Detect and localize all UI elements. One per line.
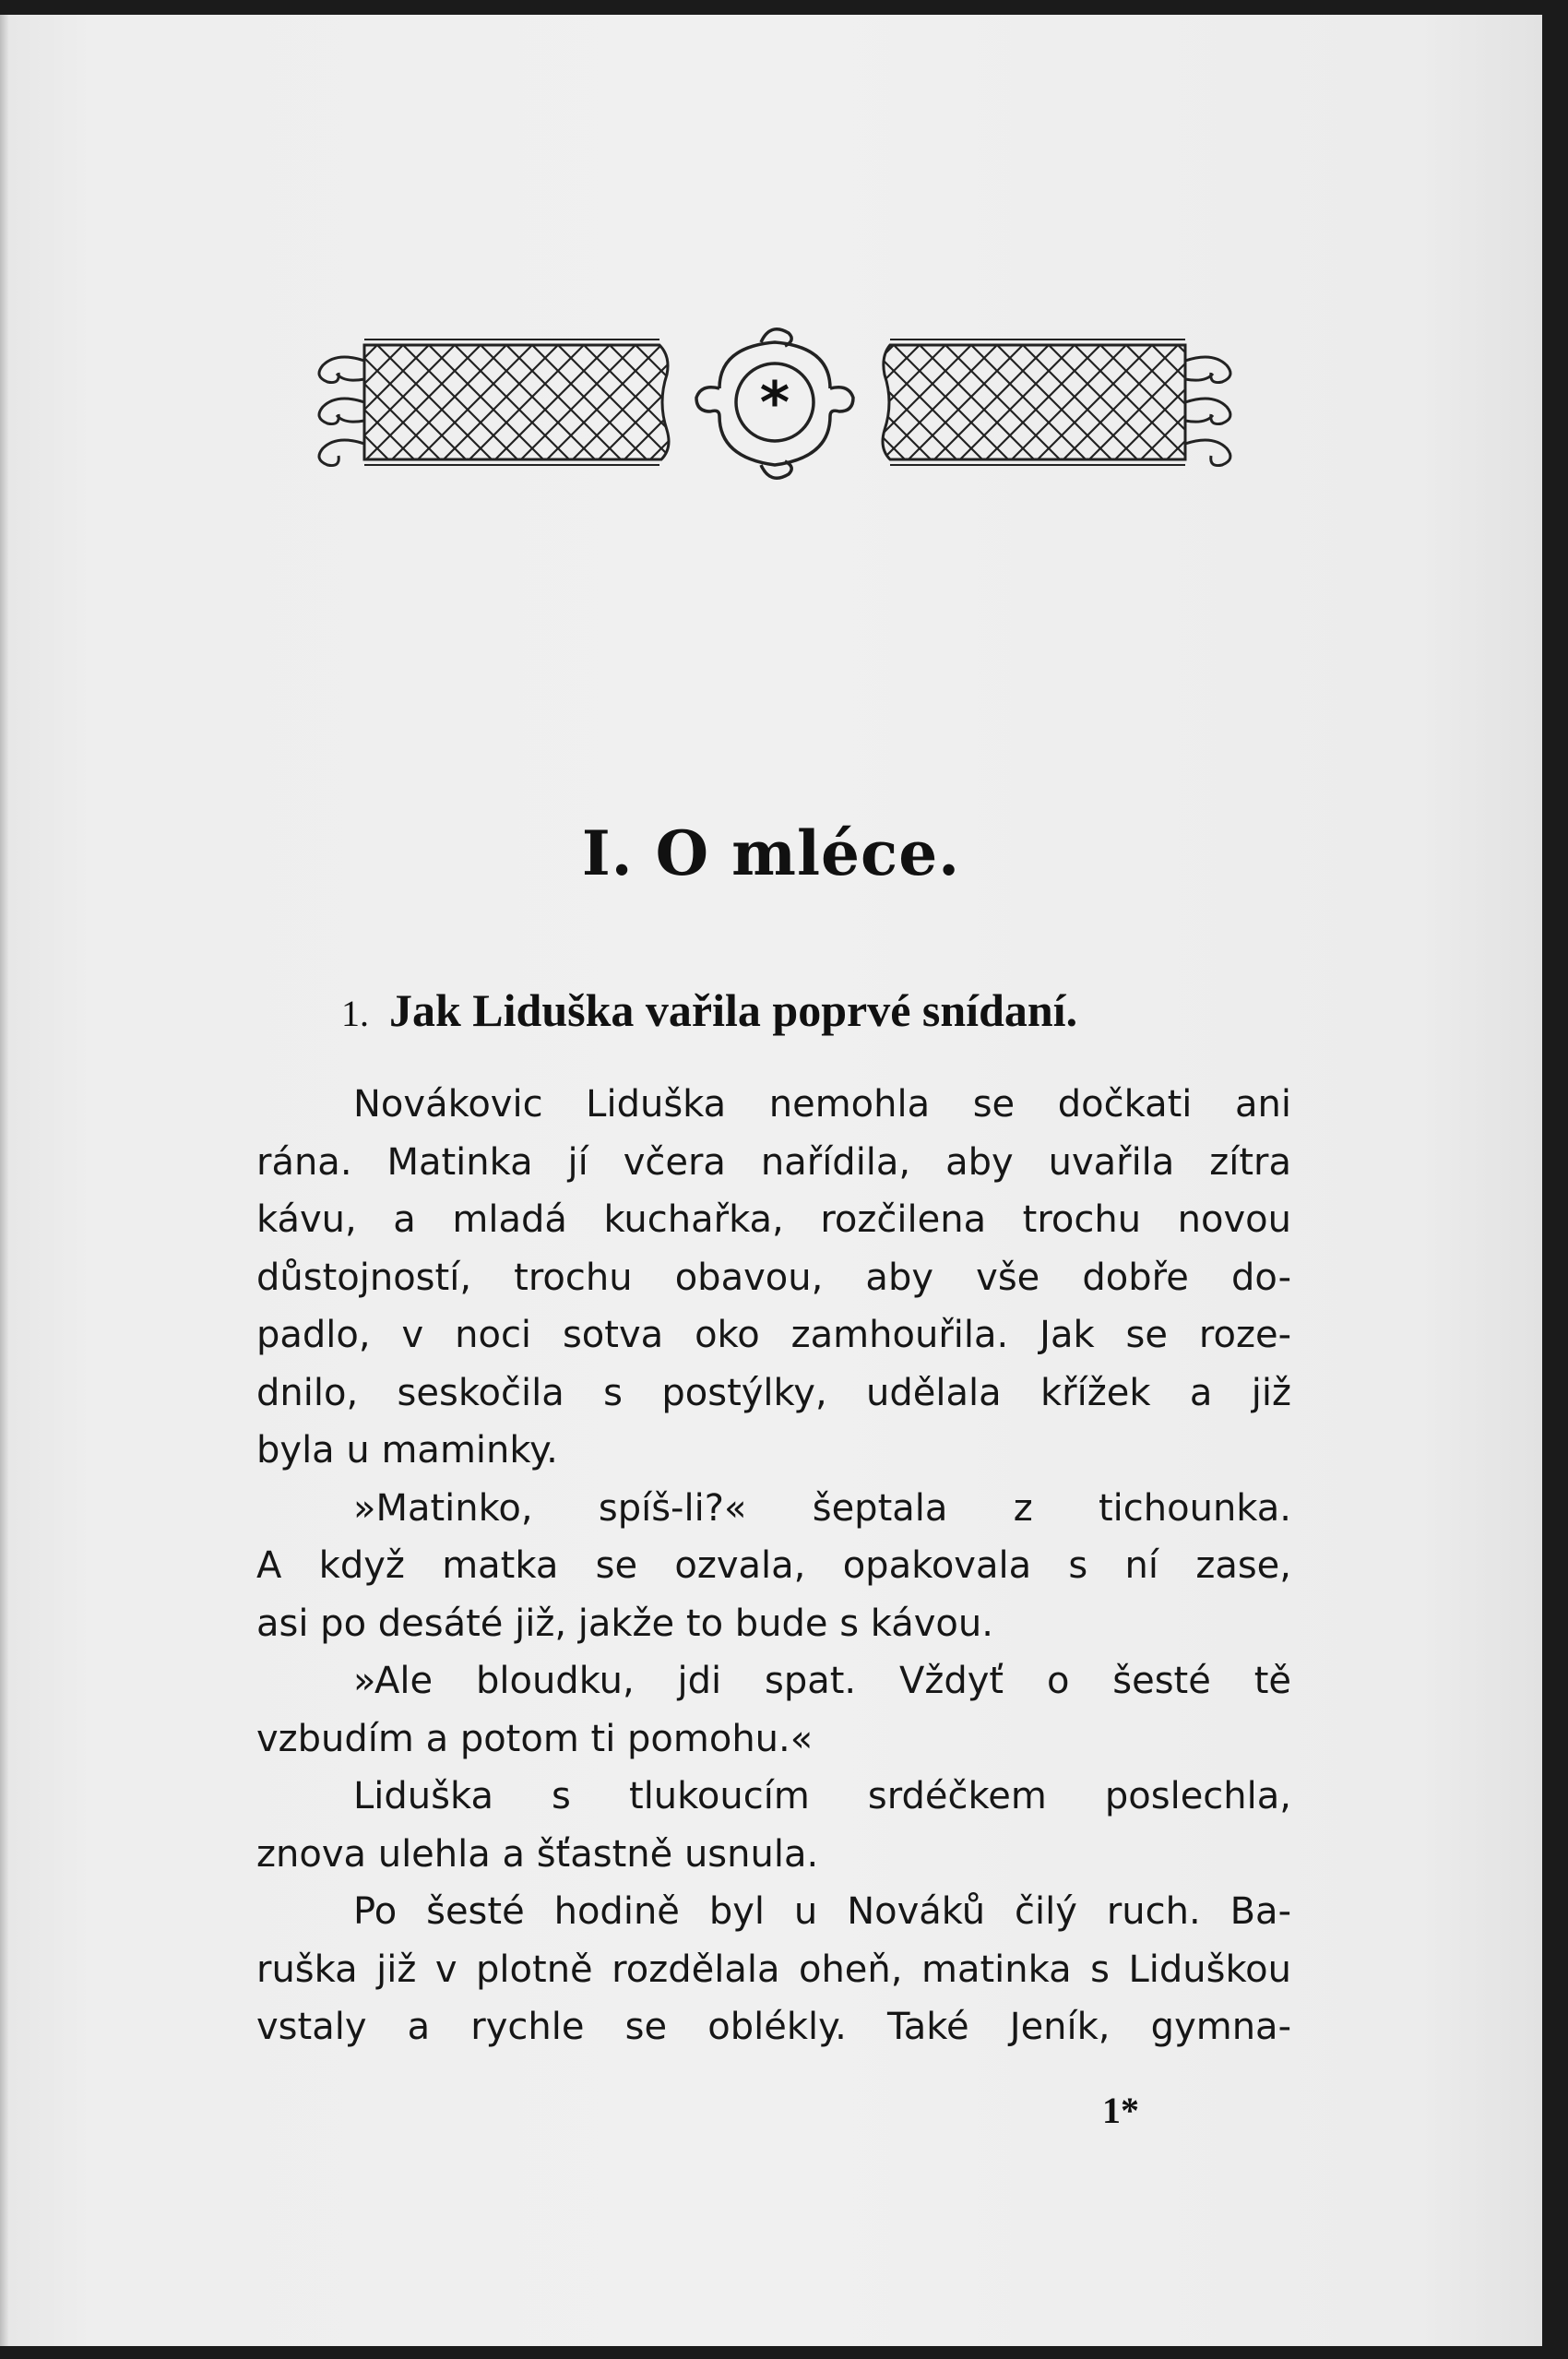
- text-line: znova ulehla a šťastně usnula.: [256, 1832, 819, 1876]
- decorative-header-ornament-icon: [300, 319, 1250, 494]
- text-line: rána. Matinka jí včera nařídila, aby uvařila zítra: [256, 1140, 1291, 1184]
- text-line: ruška již v plotně rozdělala oheň, matinka s Liduškou: [256, 1948, 1291, 1991]
- body-text: [256, 1076, 1291, 2056]
- text-line: A když matka se ozvala, opakovala s ní zase,: [256, 1544, 1291, 1587]
- printer-signature-mark: 1*: [1102, 2090, 1139, 2131]
- text-line: asi po desáté již, jakže to bude s kávou.: [256, 1602, 993, 1645]
- right-lattice-band: [883, 340, 1230, 466]
- book-page: [0, 15, 1542, 2346]
- text-line: důstojností, trochu obavou, aby vše dobře do-: [256, 1256, 1291, 1299]
- text-line: Po šesté hodině byl u Nováků čilý ruch. Ba-: [353, 1890, 1291, 1933]
- text-line: »Matinko, spíš-li?« šeptala z tichounka.: [353, 1486, 1291, 1530]
- svg-text:*: *: [759, 369, 790, 436]
- text-line: byla u maminky.: [256, 1429, 558, 1471]
- text-line: Liduška s tlukoucím srdéčkem poslechla,: [353, 1775, 1291, 1817]
- section-number: 1.: [341, 993, 369, 1034]
- chapter-title: I. O mléce.: [581, 817, 961, 889]
- section-heading: [341, 983, 1077, 1037]
- text-line: kávu, a mladá kuchařka, rozčilena trochu novou: [256, 1198, 1291, 1241]
- text-line: »Ale bloudku, jdi spat. Vždyť o šesté tě: [353, 1660, 1291, 1702]
- text-line: vstaly a rychle se oblékly. Také Jeník, gymna-: [256, 2006, 1291, 2048]
- section-title-text: Jak Liduška vařila poprvé snídaní.: [389, 984, 1078, 1036]
- text-line: vzbudím a potom ti pomohu.«: [256, 1717, 814, 1760]
- text-line: dnilo, seskočila s postýlky, udělala křížek a již: [256, 1371, 1291, 1414]
- text-line: Novákovic Liduška nemohla se dočkati ani: [353, 1083, 1291, 1126]
- page-binding-edge: [0, 15, 9, 2346]
- text-line: padlo, v noci sotva oko zamhouřila. Jak se roze-: [256, 1314, 1291, 1356]
- left-lattice-band: [319, 340, 669, 466]
